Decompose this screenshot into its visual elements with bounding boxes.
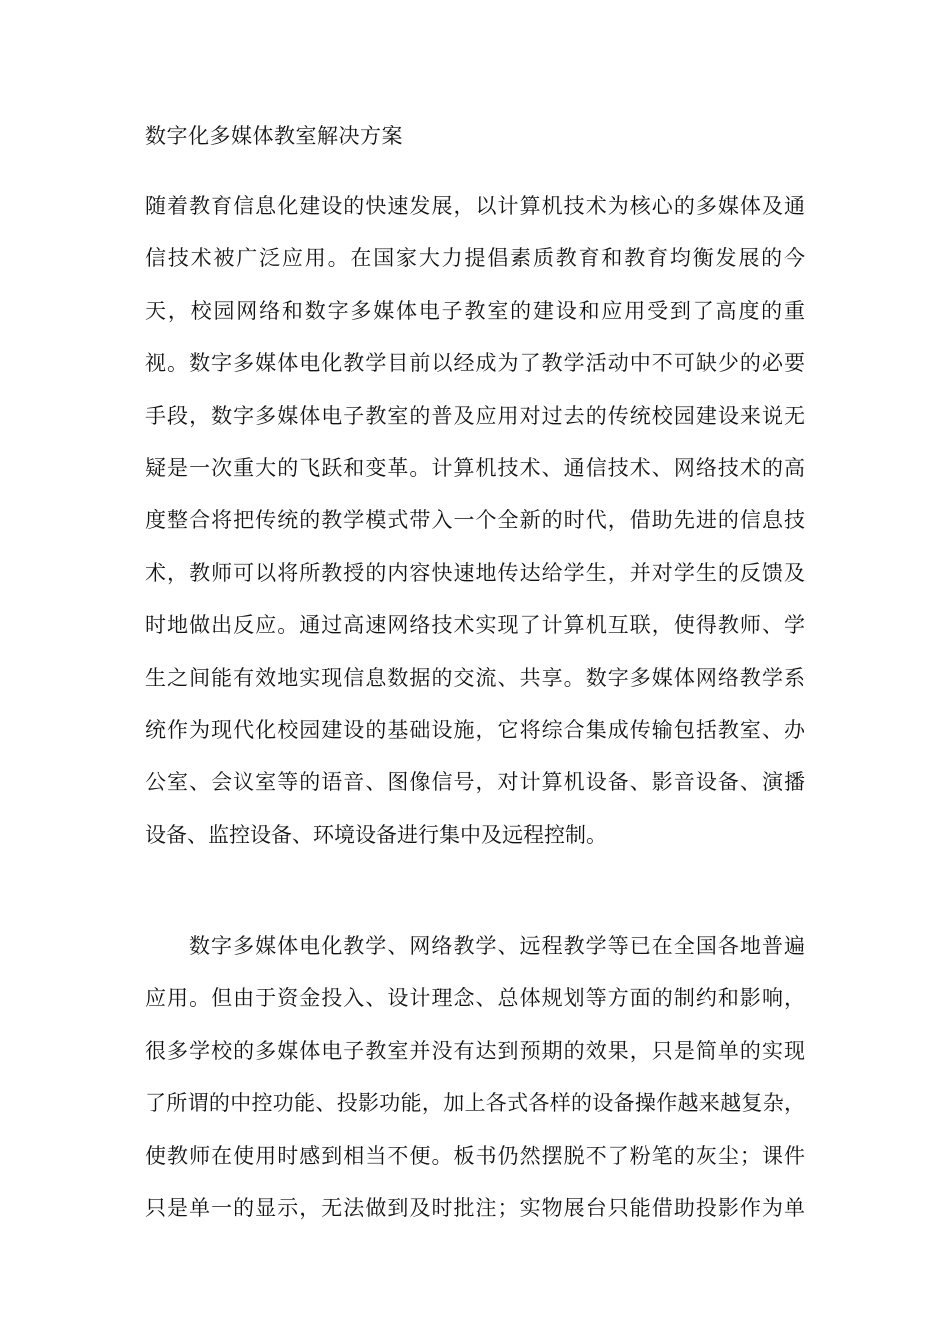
paragraph-line: 术，教师可以将所教授的内容快速地传达给学生，并对学生的反馈及: [145, 560, 805, 585]
paragraph-line: 度整合将把传统的教学模式带入一个全新的时代，借助先进的信息技: [145, 508, 805, 533]
paragraph-intro: [145, 190, 805, 871]
paragraph-line: 生之间能有效地实现信息数据的交流、共享。数字多媒体网络教学系: [145, 665, 805, 690]
paragraph-line: 时地做出反应。通过高速网络技术实现了计算机互联，使得教师、学: [145, 613, 805, 638]
paragraph-line: 公室、会议室等的语音、图像信号，对计算机设备、影音设备、演播: [145, 770, 805, 795]
paragraph-line: 使教师在使用时感到相当不便。板书仍然摆脱不了粉笔的灰尘；课件: [145, 1143, 805, 1168]
paragraph-line: 只是单一的显示，无法做到及时批注；实物展台只能借助投影作为单: [145, 1195, 805, 1220]
paragraph-line: 很多学校的多媒体电子教室并没有达到预期的效果，只是简单的实现: [145, 1038, 805, 1063]
paragraph-line: 手段，数字多媒体电子教室的普及应用对过去的传统校园建设来说无: [145, 403, 805, 428]
paragraph-problems: [145, 930, 805, 1244]
paragraph-line: 疑是一次重大的飞跃和变革。计算机技术、通信技术、网络技术的高: [145, 455, 805, 480]
paragraph-line: 信技术被广泛应用。在国家大力提倡素质教育和教育均衡发展的今: [145, 246, 805, 271]
document-title: 数字化多媒体教室解决方案: [145, 124, 403, 148]
paragraph-line: 统作为现代化校园建设的基础设施，它将综合集成传输包括教室、办: [145, 717, 805, 742]
paragraph-line: 随着教育信息化建设的快速发展，以计算机技术为核心的多媒体及通: [145, 194, 805, 218]
paragraph-line: 天，校园网络和数字多媒体电子教室的建设和应用受到了高度的重: [145, 298, 805, 323]
paragraph-line: 设备、监控设备、环境设备进行集中及远程控制。: [145, 822, 607, 847]
paragraph-line: 应用。但由于资金投入、设计理念、总体规划等方面的制约和影响，: [145, 986, 805, 1011]
paragraph-line: 数字多媒体电化教学、网络教学、远程教学等已在全国各地普遍: [189, 934, 805, 958]
paragraph-line: 了所谓的中控功能、投影功能，加上各式各样的设备操作越来越复杂，: [145, 1091, 805, 1116]
paragraph-line: 视。数字多媒体电化教学目前以经成为了教学活动中不可缺少的必要: [145, 351, 805, 376]
